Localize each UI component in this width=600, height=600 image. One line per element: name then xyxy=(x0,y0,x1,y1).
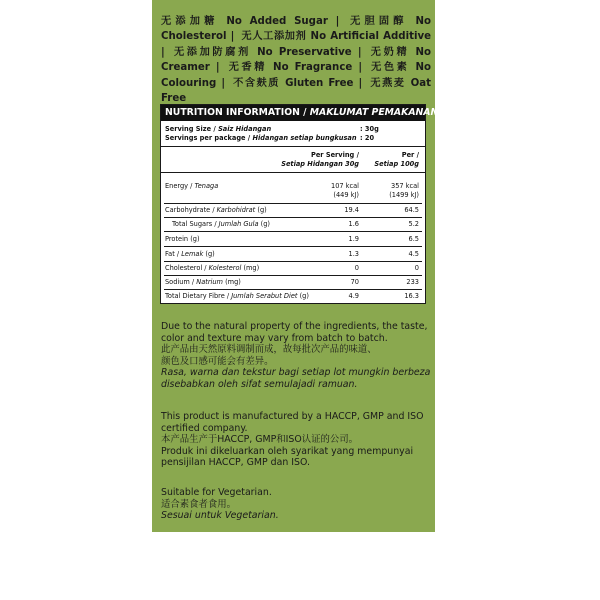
row-fat-per-serving: 1.3 xyxy=(348,250,359,258)
row-fat-label: Fat / Lemak (g) xyxy=(165,250,215,258)
batch-note-zh-2: 颜色及口感可能会有差异。 xyxy=(161,355,274,367)
row-carbohydrate-label: Carbohydrate / Karbohidrat (g) xyxy=(165,206,267,214)
nutrition-title-ms: MAKLUMAT PEMAKANAN xyxy=(309,107,439,118)
row-divider xyxy=(164,203,422,204)
row-sodium-per-100g: 233 xyxy=(406,278,419,286)
vegetarian-note-zh: 适合素食者食用。 xyxy=(161,498,237,510)
claim-no-colouring: 无色素 No Colouring | xyxy=(161,62,431,89)
divider xyxy=(161,172,425,173)
vegetarian-note xyxy=(161,487,433,522)
batch-variation-note xyxy=(161,321,433,391)
row-protein-per-serving: 1.9 xyxy=(348,235,359,243)
row-divider xyxy=(164,289,422,290)
serving-size-value: : 30g xyxy=(360,125,379,133)
row-divider xyxy=(164,231,422,232)
free-from-claims xyxy=(161,14,431,106)
servings-per-package-label: Servings per package / Hidangan setiap bungkusan xyxy=(165,134,357,142)
claim-gluten-free: 不含麸质 Gluten Free | xyxy=(233,77,363,89)
vegetarian-note-en: Suitable for Vegetarian. xyxy=(161,487,272,498)
row-divider xyxy=(164,246,422,247)
per-serving-header-ms: Setiap Hidangan 30g xyxy=(281,160,359,168)
row-energy-per-serving: 107 kcal xyxy=(331,182,359,190)
haccp-note-ms: Produk ini dikeluarkan oleh syarikat yang mempunyai pensijilan HACCP, GMP dan ISO. xyxy=(161,445,414,469)
row-cholesterol-label: Cholesterol / Kolesterol (mg) xyxy=(165,264,260,272)
claim-oat-free: 无燕麦 Oat Free xyxy=(161,77,431,105)
row-total-sugars-per-serving: 1.6 xyxy=(348,220,359,228)
row-energy-per-100g-kj: (1499 kJ) xyxy=(389,191,419,199)
row-divider xyxy=(164,261,422,262)
row-total-sugars-per-100g: 5.2 xyxy=(408,220,419,228)
per-serving-header: Per Serving / xyxy=(310,151,359,159)
nutrition-header xyxy=(161,105,439,121)
claim-no-creamer: 无奶精 No Creamer | xyxy=(161,46,432,74)
row-fat-per-100g: 4.5 xyxy=(408,250,419,258)
row-divider xyxy=(164,217,422,218)
row-sodium-label: Sodium / Natrium (mg) xyxy=(165,278,241,286)
row-energy-label: Energy / Tenaga xyxy=(165,182,219,190)
row-carbohydrate-per-serving: 19.4 xyxy=(344,206,359,214)
nutrition-title: NUTRITION INFORMATION / xyxy=(165,107,307,118)
per-100g-header: Per / xyxy=(401,151,419,159)
row-carbohydrate-per-100g: 64.5 xyxy=(404,206,419,214)
nutrition-table xyxy=(160,104,439,304)
batch-note-zh-1: 此产品由天然原料调制而成，故每批次产品的味道、 xyxy=(161,344,377,356)
row-protein-label: Protein (g) xyxy=(165,235,200,243)
batch-note-ms: Rasa, warna dan tekstur bagi setiap lot mungkin berbeza disebabkan oleh sifat semulajadi ramuan. xyxy=(161,367,431,390)
row-cholesterol-per-serving: 0 xyxy=(354,264,359,272)
row-sodium-per-serving: 70 xyxy=(350,278,359,286)
row-dietary-fibre-per-serving: 4.9 xyxy=(348,292,359,300)
claim-no-cholesterol: 无胆固醇 No Cholesterol | xyxy=(161,16,431,43)
batch-note-en: Due to the natural property of the ingredients, the taste, color and texture may vary from batch to batch. xyxy=(161,321,428,344)
claim-no-fragrance: 无香精 No Fragrance | xyxy=(228,62,363,74)
row-total-sugars-label: Total Sugars / Jumlah Gula (g) xyxy=(172,220,270,228)
certification-note xyxy=(161,411,433,469)
row-dietary-fibre-per-100g: 16.3 xyxy=(404,292,419,300)
haccp-note-en: This product is manufactured by a HACCP, GMP and ISO certified company. xyxy=(161,411,424,434)
row-energy-per-serving-kj: (449 kJ) xyxy=(333,191,359,199)
claim-no-preservative: 无添加防腐剂 No Preservative | xyxy=(173,46,362,58)
serving-size-label: Serving Size / Saiz Hidangan xyxy=(165,125,272,133)
row-divider xyxy=(164,275,422,276)
row-dietary-fibre-label: Total Dietary Fibre / Jumlah Serabut Diet (g) xyxy=(165,292,309,300)
servings-per-package-value: : 20 xyxy=(360,134,375,142)
row-protein-per-100g: 6.5 xyxy=(408,235,419,243)
row-cholesterol-per-100g: 0 xyxy=(414,264,419,272)
haccp-note-zh: 本产品生产于HACCP, GMP和ISO认证的公司。 xyxy=(161,434,358,446)
divider xyxy=(161,146,425,147)
row-energy-per-100g: 357 kcal xyxy=(391,182,419,190)
per-100g-header-ms: Setiap 100g xyxy=(374,160,419,168)
claim-no-artificial-additive: 无人工添加剂 No Artificial Additive | xyxy=(161,31,431,58)
claim-no-added-sugar: 无添加糖 No Added Sugar | xyxy=(161,16,340,27)
vegetarian-note-ms: Sesuai untuk Vegetarian. xyxy=(161,510,279,522)
